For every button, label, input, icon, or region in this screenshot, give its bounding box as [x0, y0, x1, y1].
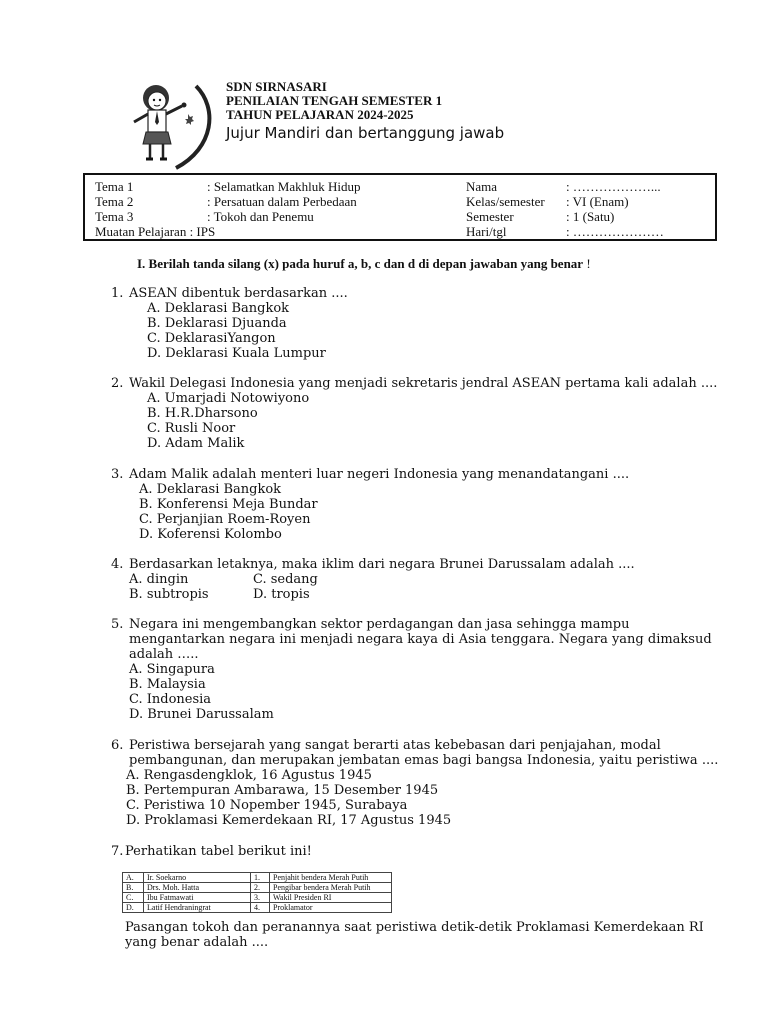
option-d[interactable]: D. tropis: [253, 587, 310, 602]
table-cell: 4.: [251, 903, 270, 913]
table-cell: 3.: [251, 893, 270, 903]
question-number: 3.: [111, 467, 124, 482]
option-c[interactable]: C. Perjanjian Roem-Royen: [139, 512, 311, 527]
academic-year: TAHUN PELAJARAN 2024-2025: [226, 107, 414, 122]
option-a[interactable]: A. Singapura: [129, 662, 215, 677]
option-c[interactable]: C. DeklarasiYangon: [147, 331, 276, 346]
student-info-box: [83, 173, 717, 241]
table-cell: A.: [123, 873, 144, 883]
question-stem: Peristiwa bersejarah yang sangat berarti atas kebebasan dari penjajahan, modal: [129, 738, 661, 753]
info-label: Muatan Pelajaran : IPS: [95, 224, 216, 239]
option-d[interactable]: D. Deklarasi Kuala Lumpur: [147, 346, 326, 361]
instruction-end: !: [583, 256, 591, 271]
info-label: Nama: [466, 179, 498, 194]
option-a[interactable]: A. Deklarasi Bangkok: [139, 482, 282, 497]
option-a[interactable]: A. Umarjadi Notowiyono: [147, 391, 310, 406]
info-label: Semester: [466, 209, 514, 224]
option-d[interactable]: D. Koferensi Kolombo: [139, 527, 282, 542]
option-a[interactable]: A. Deklarasi Bangkok: [147, 301, 290, 316]
question-number: 5.: [111, 617, 124, 632]
school-header: [226, 80, 504, 143]
instruction-text: I. Berilah tanda silang (x) pada huruf a, b, c dan d di depan jawaban yang benar: [137, 256, 584, 271]
question-stem: Berdasarkan letaknya, maka iklim dari negara Brunei Darussalam adalah ....: [129, 557, 635, 572]
exam-title: PENILAIAN TENGAH SEMESTER 1: [226, 93, 443, 108]
option-c[interactable]: C. Rusli Noor: [147, 421, 236, 436]
option-b[interactable]: B. Konferensi Meja Bundar: [139, 497, 318, 512]
table-row: [123, 883, 392, 893]
info-label: Tema 2: [95, 194, 134, 209]
options-grid: [129, 572, 635, 602]
info-value: : Selamatkan Makhluk Hidup: [207, 179, 361, 194]
option-d[interactable]: D. Adam Malik: [147, 436, 245, 451]
table-cell: Drs. Moh. Hatta: [144, 883, 251, 893]
school-mascot-logo: [126, 78, 212, 170]
question-stem: mengantarkan negara ini menjadi negara kaya di Asia tenggara. Negara yang dimaksud: [129, 632, 712, 647]
option-c[interactable]: C. sedang: [253, 572, 318, 587]
info-label: Tema 3: [95, 209, 134, 224]
question-stem: Adam Malik adalah menteri luar negeri Indonesia yang menandatangani ....: [129, 467, 630, 482]
question-number: 7.: [111, 844, 124, 859]
info-label: Kelas/semester: [466, 194, 545, 209]
table-row: [123, 873, 392, 883]
option-b[interactable]: B. H.R.Dharsono: [147, 406, 258, 421]
table-cell: B.: [123, 883, 144, 893]
question-number: 2.: [111, 376, 124, 391]
question-number: 1.: [111, 286, 124, 301]
option-b[interactable]: B. Malaysia: [129, 677, 206, 692]
question-3: [111, 467, 629, 542]
option-c[interactable]: C. Indonesia: [129, 692, 212, 707]
table-cell: C.: [123, 893, 144, 903]
question-stem: adalah …..: [129, 647, 199, 662]
option-c[interactable]: C. Peristiwa 10 Nopember 1945, Surabaya: [126, 798, 408, 813]
question-7: [111, 844, 312, 859]
option-b[interactable]: B. Pertempuran Ambarawa, 15 Desember 1945: [126, 783, 439, 798]
instruction: [137, 256, 591, 272]
school-motto: Jujur Mandiri dan bertanggung jawab: [226, 124, 505, 142]
option-a[interactable]: A. Rengasdengklok, 16 Agustus 1945: [126, 768, 372, 783]
info-value: : Tokoh dan Penemu: [207, 209, 314, 224]
question-stem: Wakil Delegasi Indonesia yang menjadi sekretaris jendral ASEAN pertama kali adalah ....: [129, 376, 718, 391]
info-value: : VI (Enam): [566, 194, 629, 209]
table-cell: 1.: [251, 873, 270, 883]
question-number: 4.: [111, 557, 124, 572]
info-value: : Persatuan dalam Perbedaan: [207, 194, 357, 209]
table-cell: 2.: [251, 883, 270, 893]
name-field[interactable]: : ………………...: [566, 179, 661, 194]
school-name: SDN SIRNASARI: [226, 79, 327, 94]
info-value: : 1 (Satu): [566, 209, 615, 224]
info-label: Tema 1: [95, 179, 134, 194]
question-number: 6.: [111, 738, 124, 753]
question-stem: Perhatikan tabel berikut ini!: [125, 844, 312, 859]
option-d[interactable]: D. Proklamasi Kemerdekaan RI, 17 Agustus 1945: [126, 813, 452, 828]
question-2: [111, 376, 717, 451]
table-cell: Penjahit bendera Merah Putih: [270, 873, 392, 883]
table-cell: Ibu Fatmawati: [144, 893, 251, 903]
option-b[interactable]: B. subtropis: [129, 587, 209, 602]
option-a[interactable]: A. dingin: [129, 572, 189, 587]
question-7-followup: [125, 920, 704, 950]
question-stem: Negara ini mengembangkan sektor perdagangan dan jasa sehingga mampu: [129, 617, 630, 632]
option-d[interactable]: D. Brunei Darussalam: [129, 707, 274, 722]
table-row: [123, 903, 392, 913]
question-1: [111, 286, 348, 361]
question-5: [111, 617, 712, 722]
info-label: Hari/tgl: [466, 224, 507, 239]
table-cell: Wakil Presiden RI: [270, 893, 392, 903]
question-stem: ASEAN dibentuk berdasarkan ....: [129, 286, 348, 301]
date-field[interactable]: : …………………: [566, 224, 664, 239]
question-stem: pembangunan, dan merupakan jembatan emas bagi bangsa Indonesia, yaitu peristiwa ....: [129, 753, 719, 768]
table-row: [123, 893, 392, 903]
option-b[interactable]: B. Deklarasi Djuanda: [147, 316, 287, 331]
question-stem: yang benar adalah ....: [125, 935, 269, 950]
question-stem: Pasangan tokoh dan peranannya saat peristiwa detik-detik Proklamasi Kemerdekaan RI: [125, 920, 704, 935]
figures-roles-table: [122, 872, 392, 913]
question-6: [111, 738, 718, 828]
table-cell: Latif Hendraningrat: [144, 903, 251, 913]
table-cell: Proklamator: [270, 903, 392, 913]
table-cell: Ir. Soekarno: [144, 873, 251, 883]
table-cell: D.: [123, 903, 144, 913]
question-4: [111, 557, 635, 602]
table-cell: Pengibar bendera Merah Putih: [270, 883, 392, 893]
